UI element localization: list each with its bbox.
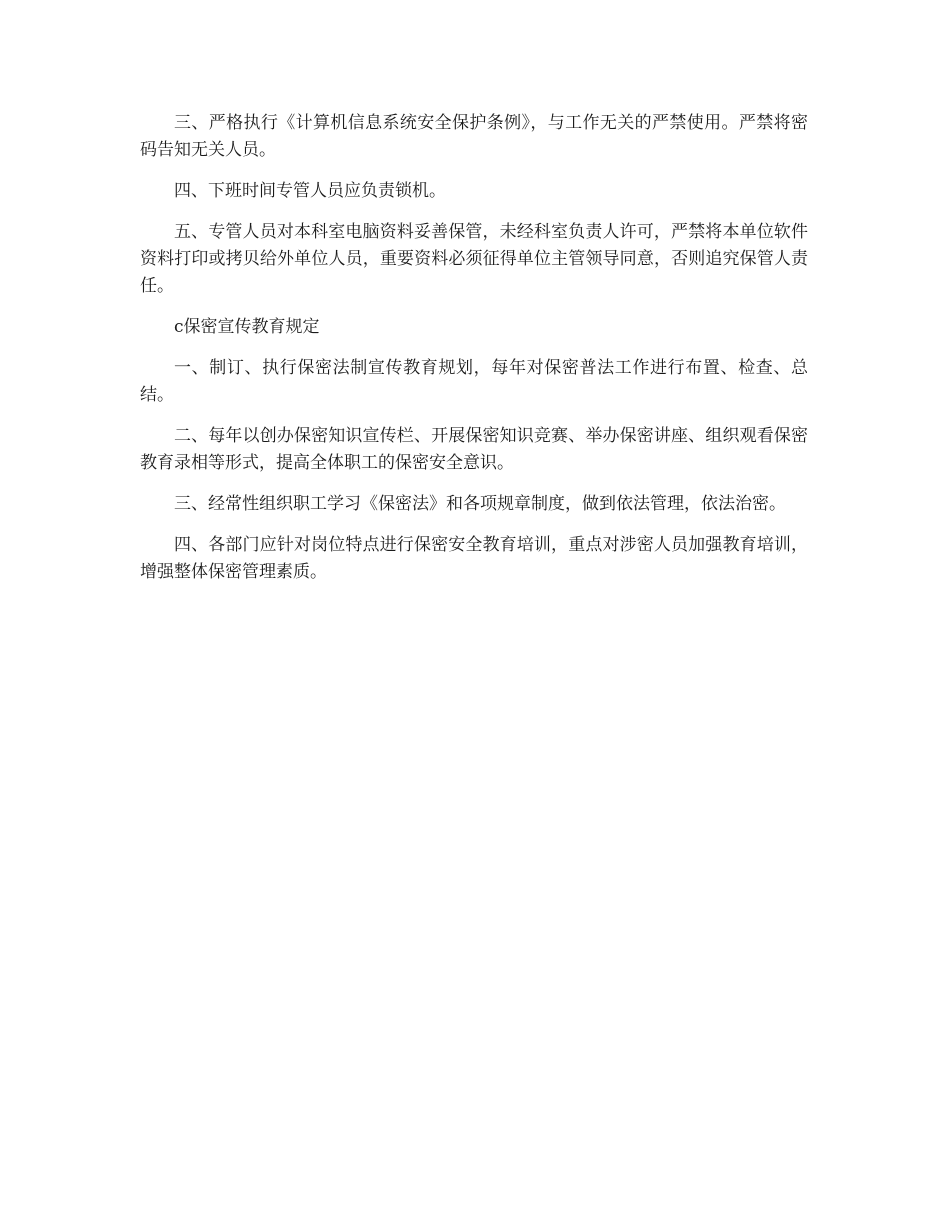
paragraph-rule-4: 四、下班时间专管人员应负责锁机。 [174,181,446,201]
paragraph-education-4: 四、各部门应针对岗位特点进行保密安全教育培训，重点对涉密人员加强教育培训，增强整体保密管理素质。 [140,535,808,582]
section-heading: c保密宣传教育规定 [174,317,320,337]
paragraph-education-1: 一、制订、执行保密法制宣传教育规划，每年对保密普法工作进行布置、检查、总结。 [140,358,808,405]
paragraph-education-2: 二、每年以创办保密知识宣传栏、开展保密知识竞赛、举办保密讲座、组织观看保密教育录相等形式，提高全体职工的保密安全意识。 [140,426,808,473]
paragraph-rule-3: 三、严格执行《计算机信息系统安全保护条例》，与工作无关的严禁使用。严禁将密码告知无关人员。 [140,113,808,160]
document-page [140,110,808,600]
paragraph-education-3: 三、经常性组织职工学习《保密法》和各项规章制度，做到依法管理，依法治密。 [174,494,786,514]
paragraph-rule-5: 五、专管人员对本科室电脑资料妥善保管，未经科室负责人许可，严禁将本单位软件资料打印或拷贝给外单位人员，重要资料必须征得单位主管领导同意，否则追究保管人责任。 [140,222,808,296]
